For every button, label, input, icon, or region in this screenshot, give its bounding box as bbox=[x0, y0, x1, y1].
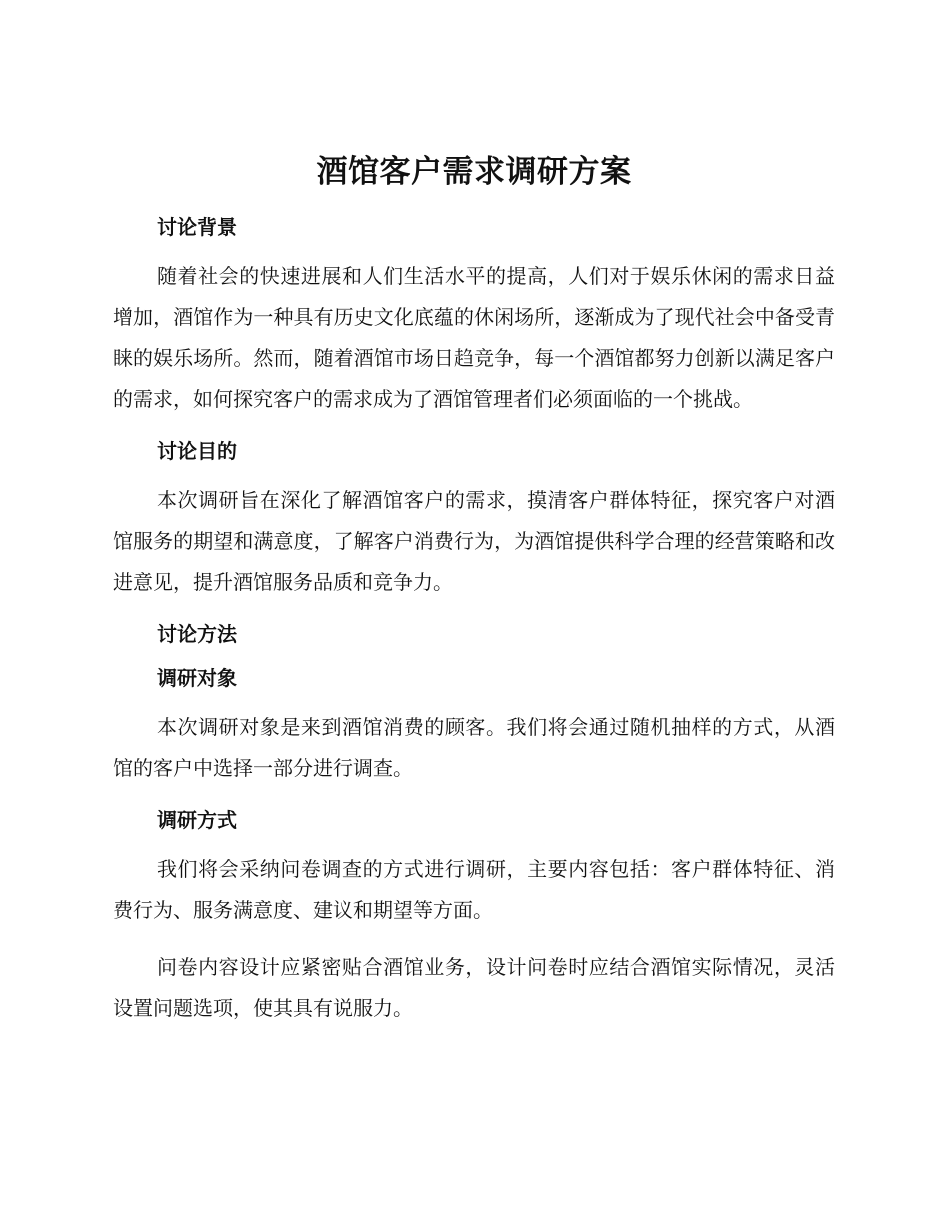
section-heading-approach: 调研方式 bbox=[157, 808, 237, 832]
section-heading-purpose: 讨论目的 bbox=[157, 439, 237, 463]
approach-paragraph-1: 我们将会采纳问卷调查的方式进行调研，主要内容包括：客户群体特征、消费行为、服务满意度、建议和期望等方面。 bbox=[113, 857, 835, 922]
section-heading-method: 讨论方法 bbox=[157, 622, 237, 646]
document-title: 酒馆客户需求调研方案 bbox=[316, 154, 632, 190]
approach-paragraph-2: 问卷内容设计应紧密贴合酒馆业务，设计问卷时应结合酒馆实际情况，灵活设置问题选项，使其具有说服力。 bbox=[113, 955, 835, 1020]
subjects-paragraph: 本次调研对象是来到酒馆消费的顾客。我们将会通过随机抽样的方式，从酒馆的客户中选择一部分进行调查。 bbox=[113, 715, 835, 780]
document-body bbox=[113, 150, 835, 1045]
section-heading-background: 讨论背景 bbox=[157, 215, 237, 239]
purpose-paragraph: 本次调研旨在深化了解酒馆客户的需求，摸清客户群体特征，探究客户对酒馆服务的期望和满意度，了解客户消费行为，为酒馆提供科学合理的经营策略和改进意见，提升酒馆服务品质和竞争力。 bbox=[113, 488, 835, 594]
section-heading-subjects: 调研对象 bbox=[157, 666, 237, 690]
background-paragraph: 随着社会的快速进展和人们生活水平的提高，人们对于娱乐休闲的需求日益增加，酒馆作为一种具有历史文化底蕴的休闲场所，逐渐成为了现代社会中备受青睐的娱乐场所。然而，随着酒馆市场日趋竞争，每一个酒馆都努力创新以满足客户的需求，如何探究客户的需求成为了酒馆管理者们必须面临的一个挑战。 bbox=[113, 264, 835, 411]
